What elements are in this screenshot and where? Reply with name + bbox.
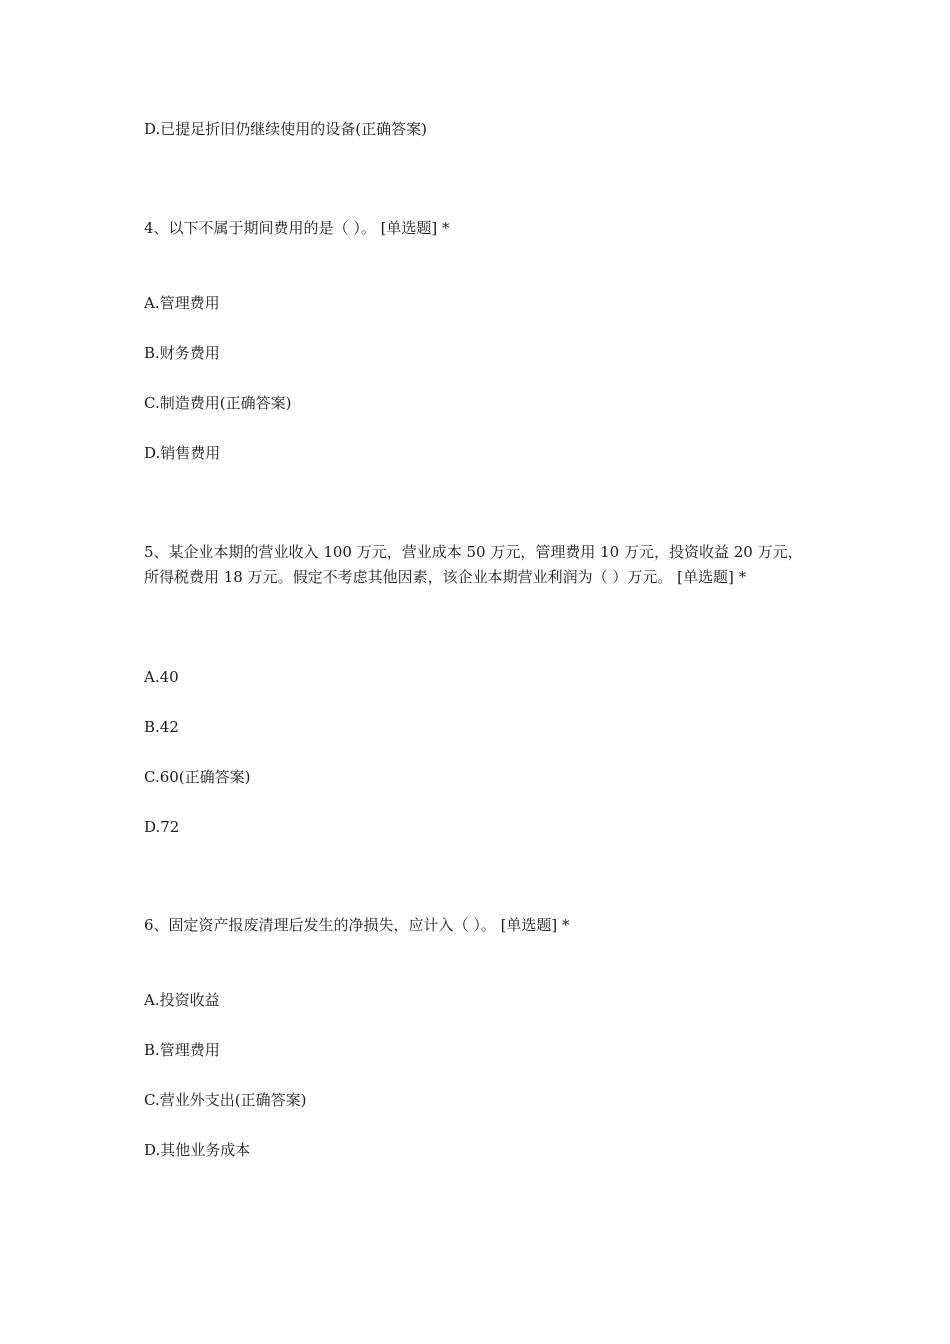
question-5-text: 5、某企业本期的营业收入 100 万元，营业成本 50 万元，管理费用 10 万元，投资收益 20 万元，所得税费用 18 万元。假定不考虑其他因素，该企业本期营业利润为（ ）万元。 [单选题] * [144,543,803,586]
question-6-text: 6、固定资产报废清理后发生的净损失，应计入（ ）。 [单选题] * [144,916,570,934]
question-4-option-c: C.制造费用(正确答案) [144,394,292,412]
question-6-option-b: B.管理费用 [144,1041,220,1059]
question-5-option-d: D.72 [144,818,180,836]
question-4-text: 4、以下不属于期间费用的是（ ）。 [单选题] * [144,219,450,237]
question-6-option-c: C.营业外支出(正确答案) [144,1091,307,1109]
question-4-option-d: D.销售费用 [144,444,221,462]
question-5-option-a: A.40 [144,668,179,686]
question-5-option-b: B.42 [144,718,179,736]
question-6-option-a: A.投资收益 [144,991,220,1009]
question-4-option-b: B.财务费用 [144,344,220,362]
question-5-option-c: C.60(正确答案) [144,768,251,786]
question-4-option-a: A.管理费用 [144,294,220,312]
option-prev-d: D.已提足折旧仍继续使用的设备(正确答案) [144,120,427,138]
question-6-option-d: D.其他业务成本 [144,1141,251,1159]
